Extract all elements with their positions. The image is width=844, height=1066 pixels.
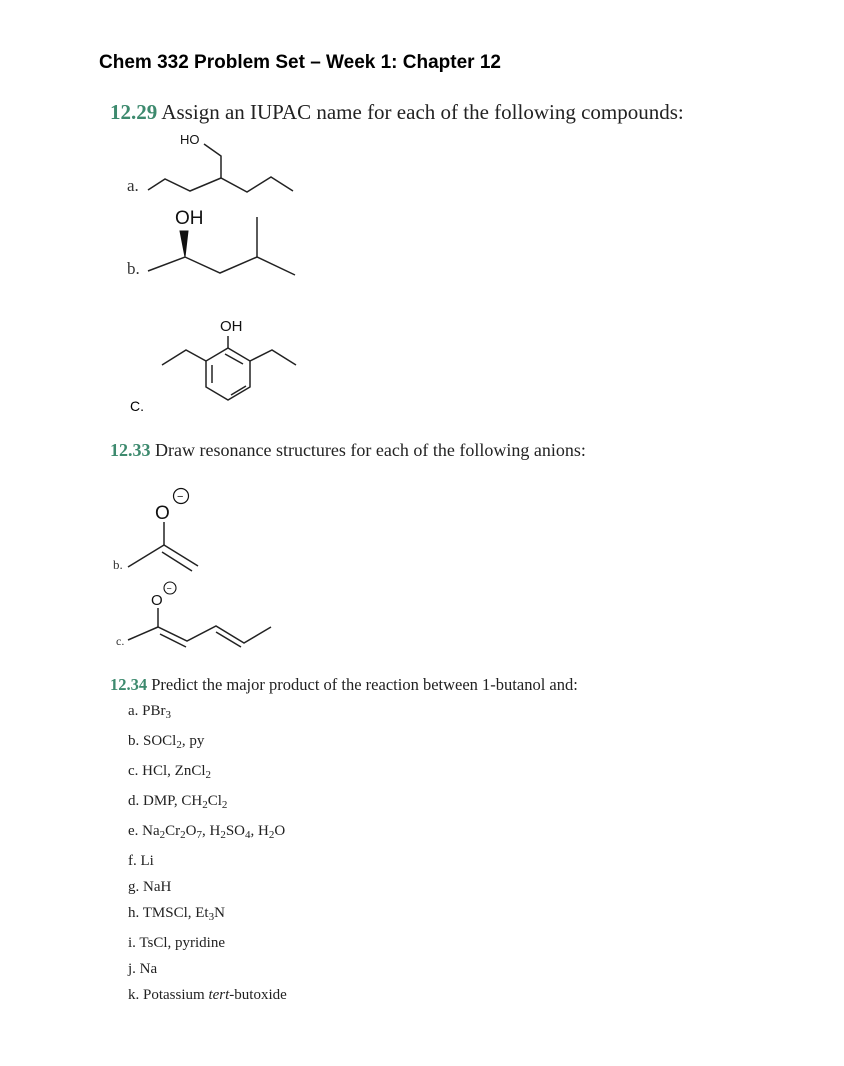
problem-text: Draw resonance structures for each of the following anions: (155, 440, 586, 460)
reagent-k: k. Potassium tert-butoxide (128, 987, 287, 1003)
reagent-b: b. SOCl$_2$, py (128, 733, 205, 751)
anion-c-oxygen-label: O (151, 592, 163, 609)
reagent-e: e. $Na_2Cr_2O_7$, $H_2SO_4$, $H_2O$ (128, 823, 286, 841)
charge-sign: − (166, 583, 172, 594)
reagent-h: h. TMSCl, $Et_3N$ (128, 905, 225, 923)
problem-number: 12.29 (110, 100, 158, 124)
reagent-c: c. HCl, ZnCl$_2$ (128, 763, 211, 781)
reagent-j: j. Na (128, 961, 158, 977)
molecule-a-hydroxyl-label: HO (180, 132, 200, 147)
problem-text: Predict the major product of the reaction between 1-butanol and: (151, 675, 578, 694)
reagent-a: a. PBr$_3$ (128, 703, 171, 721)
reagent-g: g. NaH (128, 879, 172, 895)
charge-sign: − (177, 491, 184, 503)
problem-12-34-heading (110, 675, 578, 695)
reagent-i: i. TsCl, pyridine (128, 935, 226, 951)
problem-text: Assign an IUPAC name for each of the following compounds: (161, 100, 684, 124)
part-label-c: c. (116, 634, 125, 648)
molecule-b-hydroxyl-label: OH (175, 208, 204, 229)
part-label-b: b. (127, 259, 140, 278)
reagent-d: d. DMP, $CH_2Cl_2$ (128, 793, 228, 811)
problem-number: 12.33 (110, 440, 151, 460)
page-title: Chem 332 Problem Set – Week 1: Chapter 12 (99, 52, 501, 73)
anion-b-oxygen-label: O (155, 503, 170, 524)
problem-number: 12.34 (110, 675, 148, 694)
part-label-b: b. (113, 557, 123, 572)
molecule-c-hydroxyl-label: OH (220, 318, 243, 335)
reagent-f: f. Li (128, 853, 154, 869)
part-label-c: C. (130, 398, 144, 414)
part-label-a: a. (127, 176, 139, 195)
